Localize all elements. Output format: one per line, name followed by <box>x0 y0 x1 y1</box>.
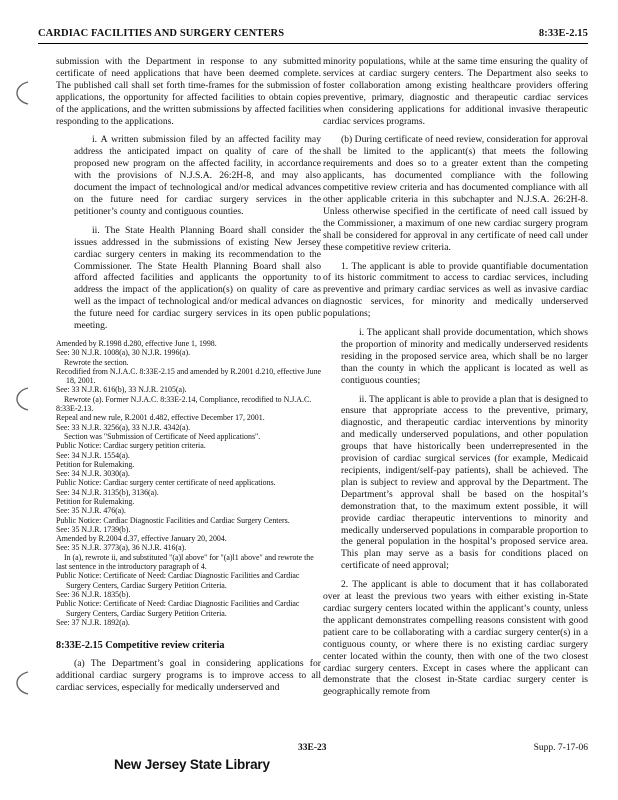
paragraph-1-i: i. The applicant shall provide documentation, which shows the proportion of minority and medically underserved residents residing in the proposed service area, which shall be no larger than the county in which the applicant is located as well as contiguous counties; <box>341 327 588 386</box>
history-note: Repeal and new rule, R.2001 d.482, effective December 17, 2001. <box>56 413 265 423</box>
page-number: 33E-23 <box>298 743 327 753</box>
history-note: See: 34 N.J.R. 1554(a). <box>56 450 130 460</box>
left-column <box>56 56 321 701</box>
history-note: Rewrote the section. <box>64 357 129 367</box>
history-note: Public Notice: Cardiac Diagnostic Facilities and Cardiac Surgery Centers. <box>56 515 290 525</box>
paragraph-a: (a) The Department’s goal in considering applications for additional cardiac surgery programs is to improve access to all cardiac services, especially for medically underserved and <box>56 658 321 693</box>
paragraph-i: i. A written submission filed by an affected facility may address the anticipated impact on quality of care of the proposed new program on the affected facility, in accordance with the provisions of N.J.S.A. 26:2H-8, and may also document the impact of technological and/or medical advances on the future need for cardiac surgery services in the petitioner’s county and contiguous counties. <box>74 134 321 217</box>
history-note: Petition for Rulemaking. <box>56 459 135 469</box>
history-note: See: 36 N.J.R. 1835(b). <box>56 589 131 599</box>
paragraph-2: 2. The applicant is able to document that it has collaborated over at least the previous two years with either existing in-State cardiac surgery centers located within the applicant’s county, unless the applicant demonstrates compelling reasons consistent with good patient care to be collaborating with a cardiac surgery center(s) in a contiguous county, or where there is no existing cardiac surgery center located within the county, then with one of the two closest cardiac surgery centers. Except in cases where the applicant can demonstrate that the closest in-State cardiac surgery center is geographically remote from <box>323 579 588 698</box>
history-note: See: 33 N.J.R. 616(b), 33 N.J.R. 2105(a). <box>56 385 187 395</box>
history-note: Recodified from N.J.A.C. 8:33E-2.15 and amended by R.2001 d.210, effective June 18, 2001. <box>56 366 322 386</box>
right-column <box>323 56 588 705</box>
history-note: Rewrote (a). Former N.J.A.C. 8:33E-2.14, Compliance, recodified to N.J.A.C. 8:33E-2.13. <box>56 394 312 414</box>
history-note: Amended by R.2004 d.37, effective January 20, 2004. <box>56 534 227 544</box>
history-note: See: 35 N.J.R. 3773(a), 36 N.J.R. 416(a). <box>56 543 187 553</box>
binder-hole-mark <box>14 670 32 696</box>
paragraph-continued: submission with the Department in response to any submitted certificate of need applications that have been deemed complete. The published call shall set forth time-frames for the submission of applications, the opportunity for affected facilities to obtain copies of the applications, and the written submissions by affected facilities responding to the applications. <box>56 56 321 127</box>
running-header <box>38 28 588 39</box>
history-note: Petition for Rulemaking. <box>56 496 135 506</box>
history-note: See: 34 N.J.R. 3030(a). <box>56 469 130 479</box>
paragraph-continued: minority populations, while at the same time ensuring the quality of services at cardiac surgery centers. The Department also seeks to foster collaboration among existing healthcare providers offering preventive, primary, diagnostic and therapeutic cardiac services when considering applications for additional invasive therapeutic cardiac services programs. <box>323 56 588 127</box>
library-stamp: New Jersey State Library <box>114 757 270 772</box>
section-reference: 8:33E-2.15 <box>538 28 588 39</box>
paragraph-b: (b) During certificate of need review, consideration for approval shall be limited to the applicant(s) that meets the following requirements and does so to a greater extent than the competing applicants, has documented compliance with the following competitive review criteria and has documented compliance with all other applicable criteria in this subchapter and N.J.S.A. 26:2H-8. Unless otherwise specified in the certificate of need call issued by the Commissioner, a maximum of one new cardiac surgery program shall be considered for approval in any certificate of need call under these competitive review criteria. <box>323 134 588 253</box>
history-note: See: 34 N.J.R. 3135(b), 3136(a). <box>56 487 159 497</box>
paragraph-1: 1. The applicant is able to provide quantifiable documentation of its historic commitment to access to cardiac services, including preventive and primary cardiac services as well as invasive cardiac diagnostic services, for minority and medically underserved populations; <box>323 260 588 320</box>
history-notes <box>56 339 321 627</box>
supplement-date: Supp. 7-17-06 <box>533 743 588 753</box>
paragraph-ii: ii. The State Health Planning Board shall consider the issues addressed in the submissions of existing New Jersey cardiac surgery centers in making its recommendation to the Commissioner. The State Health Planning Board shall also afford affected facilities and applicants the opportunity to address the impact of the application(s) on quality of care as well as the impact of technological and/or medical advances on the future need for cardiac surgery services in its open public meeting. <box>74 224 321 332</box>
history-note: In (a), rewrote ii, and substituted "(a)l above" for "(a)l1 above" and rewrote the last sentence in the introductory paragraph of 4. <box>56 552 314 572</box>
history-note: See: 30 N.J.R. 1008(a), 30 N.J.R. 1996(a). <box>56 348 191 358</box>
paragraph-1-ii: ii. The applicant is able to provide a plan that is designed to ensure that appropriate access to the preventive, primary, diagnostic, and therapeutic cardiac interventions by minority and medically underserved populations, and other population groups that have historically been underrepresented in the provision of cardiac surgical services (for example, Medicaid recipients, indigent/self-pay patients), shall be achieved. The plan is subject to review and approval by the Department. The Department’s approval shall be based on the hospital’s demonstration that, to the maximum extent possible, it will provide cardiac therapeutic interventions to minority and medically underserved populations in comparable proportion to the general population in the hospital’s proposed service area. This plan may serve as a basis for conditions placed on certificate of need approval; <box>341 393 588 572</box>
binder-hole-mark <box>14 386 32 412</box>
history-note: See: 33 N.J.R. 3256(a), 33 N.J.R. 4342(a). <box>56 422 191 432</box>
history-note: Section was "Submission of Certificate of Need applications". <box>64 431 261 441</box>
chapter-title: CARDIAC FACILITIES AND SURGERY CENTERS <box>38 28 285 39</box>
binder-hole-mark <box>14 80 32 106</box>
history-note: Public Notice: Certificate of Need: Cardiac Diagnostic Facilities and Cardiac Surgery Centers, Cardiac Surgery Petition Criteria. <box>56 599 300 618</box>
history-note: See: 35 N.J.R. 1739(b). <box>56 524 131 534</box>
history-note: Public Notice: Cardiac surgery center certificate of need applications. <box>56 478 276 488</box>
history-note: See: 37 N.J.R. 1892(a). <box>56 617 130 627</box>
history-note: Amended by R.1998 d.280, effective June 1, 1998. <box>56 338 217 348</box>
history-note: Public Notice: Certificate of Need: Cardiac Diagnostic Facilities and Cardiac Surgery Centers, Cardiac Surgery Petition Criteria. <box>56 571 300 590</box>
header-rule <box>38 43 588 44</box>
history-note: Public Notice: Cardiac surgery petition criteria. <box>56 441 206 451</box>
history-note: See: 35 N.J.R. 476(a). <box>56 506 126 516</box>
section-heading: 8:33E-2.15 Competitive review criteria <box>56 640 225 652</box>
